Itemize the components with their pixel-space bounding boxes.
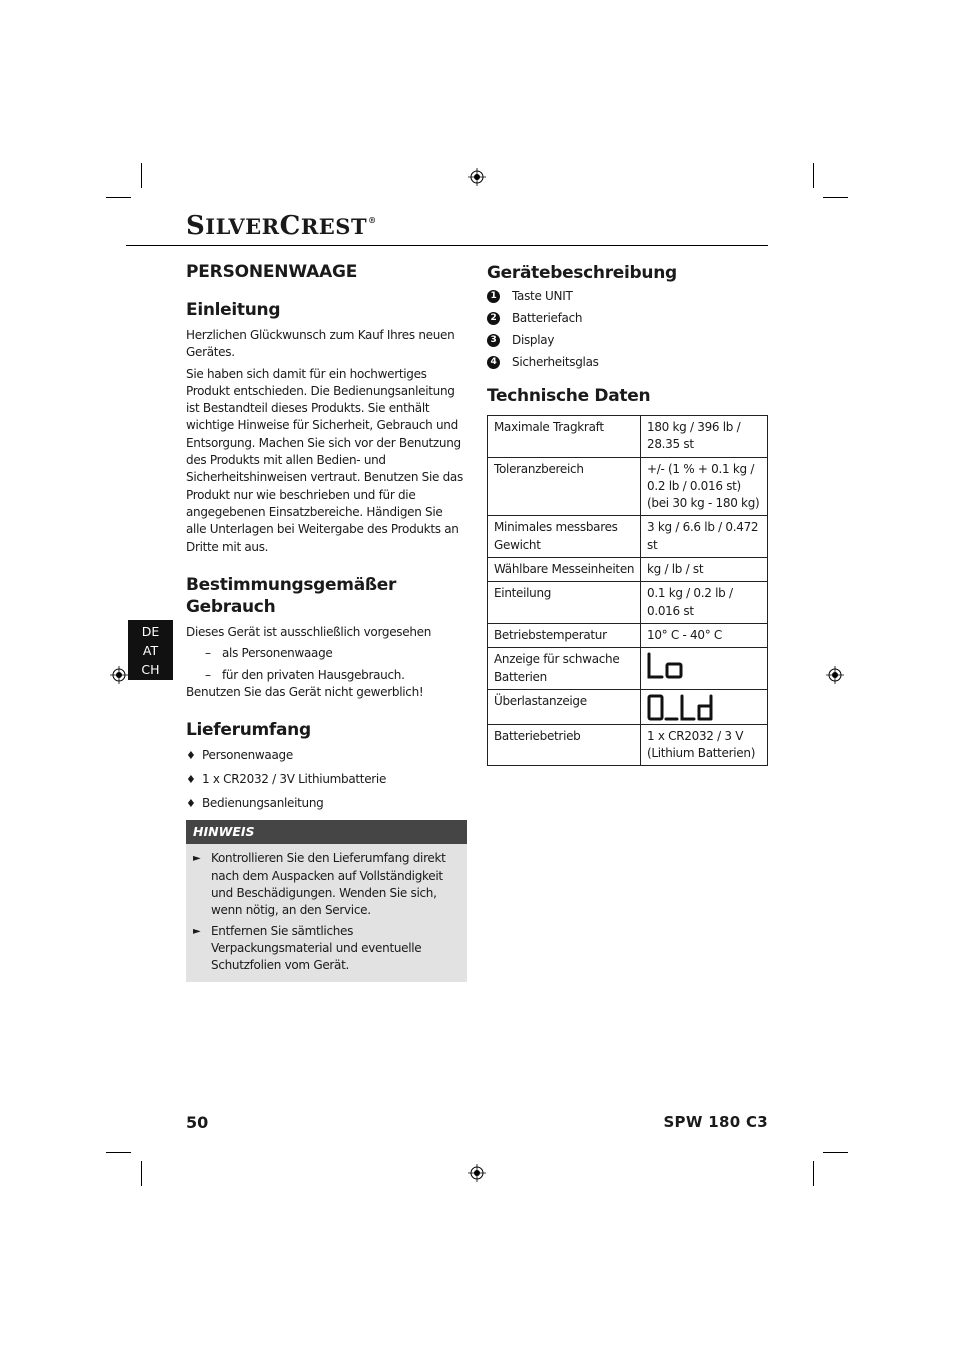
crop-mark <box>106 1152 131 1153</box>
registration-mark-icon <box>826 666 844 684</box>
crop-mark <box>106 197 131 198</box>
diamond-bullet-icon: ♦ <box>186 749 196 763</box>
hinweis-item: ► Kontrollieren Sie den Lieferumfang direkt nach dem Auspacken auf Vollständigkeit und Beschädigungen. Wenden Sie sich, wenn nötig, an den Service. <box>193 851 446 918</box>
arrow-bullet-icon: ► <box>193 925 201 937</box>
arrow-bullet-icon: ► <box>193 853 201 865</box>
hinweis-heading: HINWEIS <box>186 820 467 844</box>
number-badge: 1 <box>487 290 500 303</box>
table-row: Anzeige für schwache Batterien <box>488 648 768 690</box>
parts-list <box>487 288 769 371</box>
crop-mark <box>141 163 142 188</box>
list-item: ♦ Personenwaage <box>186 748 293 763</box>
hinweis-box <box>186 820 467 981</box>
number-badge: 4 <box>487 356 500 369</box>
lieferumfang-heading: Lieferumfang <box>186 720 311 741</box>
einleitung-paragraph-1: Herzlichen Glückwunsch zum Kauf Ihres neuen Gerätes. <box>186 328 455 360</box>
table-row: Betriebstemperatur 10° C - 40° C <box>488 623 768 647</box>
spec-table <box>487 415 768 766</box>
diamond-bullet-icon: ♦ <box>186 797 196 811</box>
diamond-bullet-icon: ♦ <box>186 773 196 787</box>
number-badge: 2 <box>487 312 500 325</box>
registration-mark-icon <box>110 666 128 684</box>
crop-mark <box>813 163 814 188</box>
brand-logo: SILVERCREST® <box>186 211 377 241</box>
crop-mark <box>813 1161 814 1186</box>
table-row: Überlastanzeige <box>488 689 768 724</box>
lo-display-cell <box>641 648 768 690</box>
table-row: Batteriebetrieb 1 x CR2032 / 3 V (Lithium Batterien) <box>488 724 768 766</box>
number-badge: 3 <box>487 334 500 347</box>
einleitung-paragraph-2: Sie haben sich damit für ein hochwertiges Produkt entschieden. Die Bedienungsanleitung ist Bestandteil dieses Produkts. Sie enthält wichtige Hinweise für Sicherheit, Gebrauch und Entsorgung. Machen Sie sich vor der Benutzung des Produkts mit allen Bedien- und Sicherheitshinweisen vertraut. Benutzen Sie das Produkt nur wie beschrieben und für die angegebenen Einsatzbereiche. Händigen Sie alle Unterlagen bei Weitergabe des Produkts an Dritte mit aus. <box>186 366 463 554</box>
page-title: PERSONENWAAGE <box>186 262 358 282</box>
model-number: SPW 180 C3 <box>663 1113 768 1131</box>
geraetebeschreibung-heading: Gerätebeschreibung <box>487 263 677 283</box>
technische-daten-heading: Technische Daten <box>487 386 651 406</box>
language-tab: DE AT CH <box>128 620 173 680</box>
list-item: 4 Sicherheitsglas <box>487 354 769 371</box>
crop-mark <box>823 1152 848 1153</box>
left-column <box>186 262 466 982</box>
list-item: ♦ Bedienungsanleitung <box>186 796 324 811</box>
einleitung-heading: Einleitung <box>186 300 281 320</box>
registration-mark-icon <box>468 168 486 186</box>
dash-icon: – <box>205 646 211 661</box>
dash-icon: – <box>205 668 211 683</box>
registration-mark-icon <box>468 1164 486 1182</box>
table-row: Toleranzbereich +/- (1 % + 0.1 kg / 0.2 lb / 0.016 st) (bei 30 kg - 180 kg) <box>488 457 768 516</box>
list-item: – für den privaten Hausgebrauch. <box>205 668 405 683</box>
bestimmung-heading: Bestimmungsgemäßer Gebrauch <box>186 574 397 617</box>
table-row: Minimales messbares Gewicht 3 kg / 6.6 lb / 0.472 st <box>488 516 768 558</box>
hinweis-item: ► Entfernen Sie sämtliches Verpackungsmaterial und eventuelle Schutzfolien vom Gerät. <box>193 923 422 973</box>
list-item: 1 Taste UNIT <box>487 288 769 305</box>
table-row: Einteilung 0.1 kg / 0.2 lb / 0.016 st <box>488 582 768 624</box>
page-number: 50 <box>186 1113 209 1132</box>
list-item: 3 Display <box>487 332 769 349</box>
old-display-cell <box>641 689 768 724</box>
bestimmung-outro: Benutzen Sie das Gerät nicht gewerblich! <box>186 685 424 700</box>
header-rule <box>126 245 768 246</box>
list-item: – als Personenwaage <box>205 646 333 661</box>
lcd-old-icon <box>647 694 715 722</box>
lcd-lo-icon <box>647 652 685 680</box>
crop-mark <box>823 197 848 198</box>
table-row: Maximale Tragkraft 180 kg / 396 lb / 28.35 st <box>488 416 768 458</box>
list-item: 2 Batteriefach <box>487 310 769 327</box>
list-item: ♦ 1 x CR2032 / 3V Lithiumbatterie <box>186 772 387 787</box>
crop-mark <box>141 1161 142 1186</box>
right-column <box>487 262 769 766</box>
bestimmung-intro: Dieses Gerät ist ausschließlich vorgesehen <box>186 624 432 639</box>
table-row: Wählbare Messeinheiten kg / lb / st <box>488 558 768 582</box>
